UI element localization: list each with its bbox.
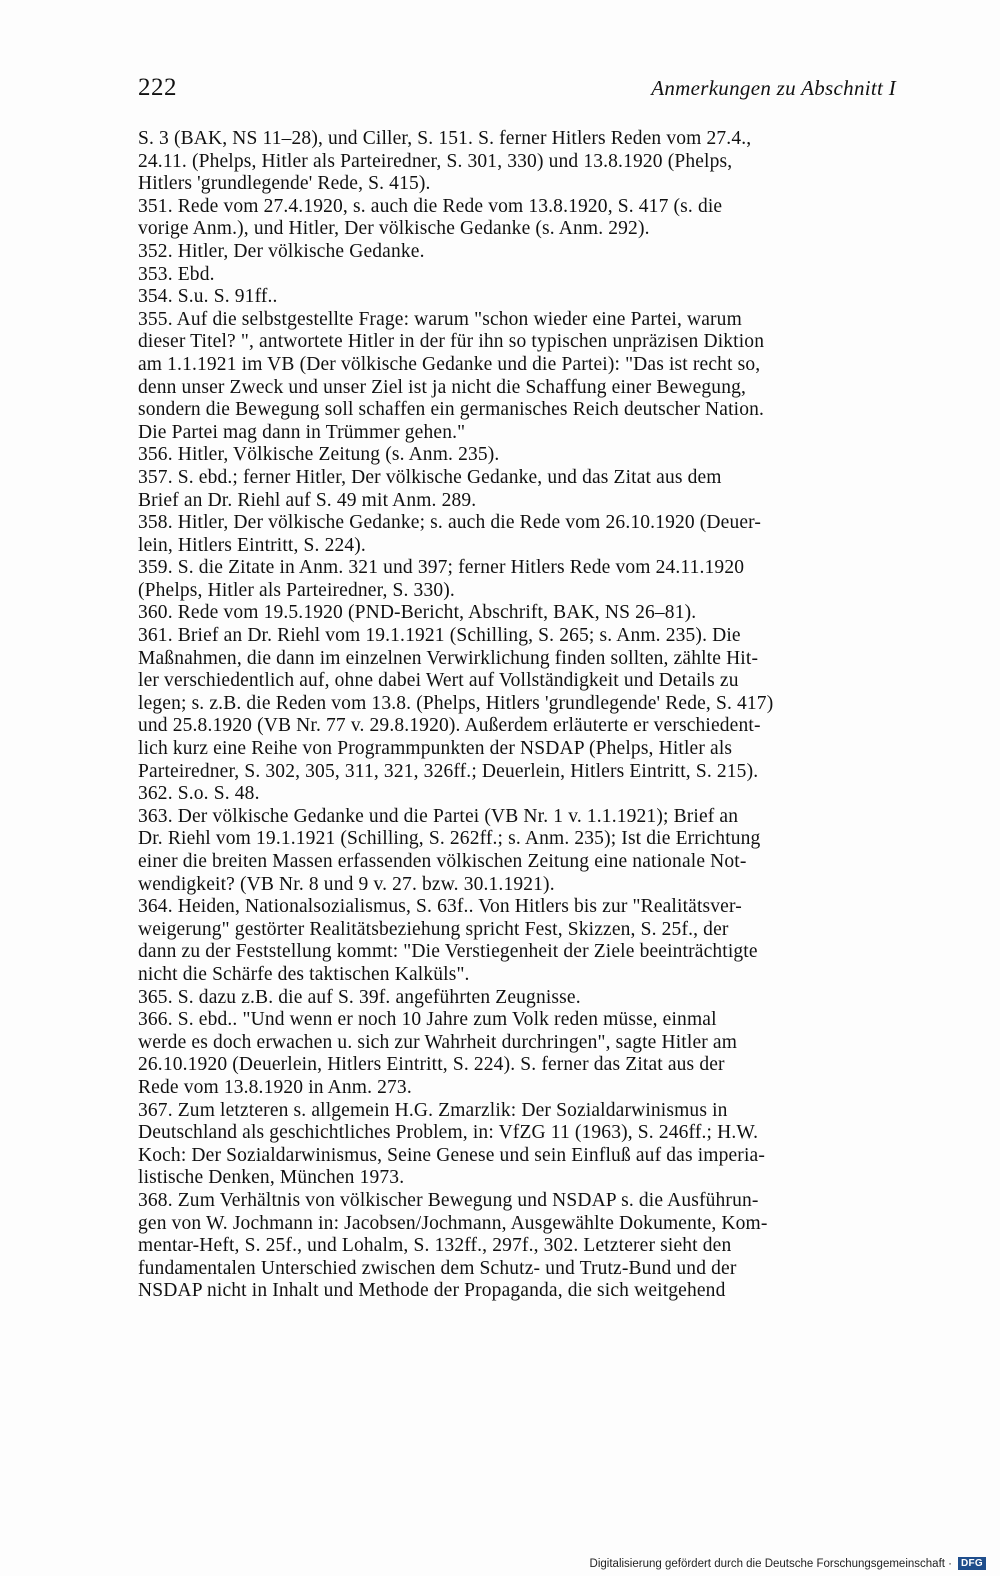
text-line: weigerung" gestörter Realitätsbeziehung spricht Fest, Skizzen, S. 25f., der	[138, 918, 729, 940]
text-line: 357. S. ebd.; ferner Hitler, Der völkische Gedanke, und das Zitat aus dem	[138, 466, 722, 488]
text-line: werde es doch erwachen u. sich zur Wahrheit durchringen", sagte Hitler am	[138, 1031, 738, 1053]
text-line: 359. S. die Zitate in Anm. 321 und 397; ferner Hitlers Rede vom 24.11.1920	[138, 557, 745, 579]
text-line: 366. S. ebd.. "Und wenn er noch 10 Jahre zum Volk reden müsse, einmal	[138, 1009, 717, 1031]
text-line: Dr. Riehl vom 19.1.1921 (Schilling, S. 262ff.; s. Anm. 235); Ist die Errichtung	[138, 828, 761, 850]
text-line: dann zu der Feststellung kommt: "Die Verstiegenheit der Ziele beeinträchtigte	[138, 941, 758, 963]
text-line: 358. Hitler, Der völkische Gedanke; s. auch die Rede vom 26.10.1920 (Deuer-	[138, 512, 762, 534]
text-line: nicht die Schärfe des taktischen Kalküls".	[138, 963, 470, 985]
text-line: lich kurz eine Reihe von Programmpunkten der NSDAP (Phelps, Hitler als	[138, 738, 733, 760]
text-line: Brief an Dr. Riehl auf S. 49 mit Anm. 289.	[138, 489, 477, 511]
text-line: Koch: Der Sozialdarwinismus, Seine Genese und sein Einfluß auf das imperia-	[138, 1144, 765, 1166]
text-line: 352. Hitler, Der völkische Gedanke.	[138, 240, 425, 262]
text-line: 365. S. dazu z.B. die auf S. 39f. angeführten Zeugnisse.	[138, 986, 581, 1008]
text-line: ler verschiedentlich auf, ohne dabei Wert auf Vollständigkeit und Details zu	[138, 670, 739, 692]
text-line: Parteiredner, S. 302, 305, 311, 321, 326ff.; Deuerlein, Hitlers Eintritt, S. 215).	[138, 760, 759, 782]
text-line: gen von W. Jochmann in: Jacobsen/Jochmann, Ausgewählte Dokumente, Kom-	[138, 1212, 768, 1234]
text-line: fundamentalen Unterschied zwischen dem Schutz- und Trutz-Bund und der	[138, 1257, 737, 1279]
text-line: 353. Ebd.	[138, 263, 215, 285]
text-line: Die Partei mag dann in Trümmer gehen."	[138, 421, 466, 443]
text-line: Deutschland als geschichtliches Problem, in: VfZG 11 (1963), S. 246ff.; H.W.	[138, 1122, 759, 1144]
dfg-logo: DFG	[958, 1557, 986, 1570]
text-line: vorige Anm.), und Hitler, Der völkische Gedanke (s. Anm. 292).	[138, 218, 650, 240]
funding-credit: Digitalisierung gefördert durch die Deutsche Forschungsgemeinschaft ·	[589, 1557, 952, 1570]
text-line: 351. Rede vom 27.4.1920, s. auch die Rede vom 13.8.1920, S. 417 (s. die	[138, 195, 723, 217]
text-line: mentar-Heft, S. 25f., und Lohalm, S. 132ff., 297f., 302. Letzterer sieht den	[138, 1235, 732, 1257]
text-line: S. 3 (BAK, NS 11–28), und Ciller, S. 151. S. ferner Hitlers Reden vom 27.4.,	[138, 128, 752, 149]
text-line: 363. Der völkische Gedanke und die Partei (VB Nr. 1 v. 1.1.1921); Brief an	[138, 805, 739, 827]
text-line: 364. Heiden, Nationalsozialismus, S. 63f.. Von Hitlers bis zur "Realitätsver-	[138, 896, 742, 918]
text-line: Maßnahmen, die dann im einzelnen Verwirklichung finden sollten, zählte Hit-	[138, 647, 759, 669]
text-line: und 25.8.1920 (VB Nr. 77 v. 29.8.1920). Außerdem erläuterte er verschiedent-	[138, 715, 761, 737]
text-line: 368. Zum Verhältnis von völkischer Bewegung und NSDAP s. die Ausführun-	[138, 1189, 759, 1211]
text-line: 360. Rede vom 19.5.1920 (PND-Bericht, Abschrift, BAK, NS 26–81).	[138, 602, 697, 624]
text-line: legen; s. z.B. die Reden vom 13.8. (Phelps, Hitlers 'grundlegende' Rede, S. 417)	[138, 692, 774, 714]
text-line: lein, Hitlers Eintritt, S. 224).	[138, 534, 366, 556]
text-line: 361. Brief an Dr. Riehl vom 19.1.1921 (Schilling, S. 265; s. Anm. 235). Die	[138, 625, 741, 647]
text-line: NSDAP nicht in Inhalt und Methode der Propaganda, die sich weitgehend	[138, 1280, 726, 1302]
digitization-footer	[590, 1557, 986, 1570]
text-line: (Phelps, Hitler als Parteiredner, S. 330).	[138, 579, 455, 601]
text-line: 354. S.u. S. 91ff..	[138, 286, 278, 308]
text-line: dieser Titel? ", antwortete Hitler in der für ihn so typischen unpräzisen Diktion	[138, 331, 765, 353]
text-line: Rede vom 13.8.1920 in Anm. 273.	[138, 1076, 412, 1098]
text-line: 367. Zum letzteren s. allgemein H.G. Zmarzlik: Der Sozialdarwinismus in	[138, 1099, 728, 1121]
text-line: einer die breiten Massen erfassenden völkischen Zeitung eine nationale Not-	[138, 851, 747, 872]
page-number: 222	[138, 74, 177, 101]
text-line: Hitlers 'grundlegende' Rede, S. 415).	[138, 173, 431, 195]
running-head: Anmerkungen zu Abschnitt I	[651, 76, 896, 100]
text-line: 356. Hitler, Völkische Zeitung (s. Anm. 235).	[138, 444, 500, 466]
text-line: 355. Auf die selbstgestellte Frage: warum "schon wieder eine Partei, warum	[138, 308, 742, 330]
text-line: 362. S.o. S. 48.	[138, 783, 260, 805]
text-line: 26.10.1920 (Deuerlein, Hitlers Eintritt, S. 224). S. ferner das Zitat aus der	[138, 1054, 725, 1076]
endnotes-body	[138, 128, 900, 1303]
text-line: 24.11. (Phelps, Hitler als Parteiredner, S. 301, 330) und 13.8.1920 (Phelps,	[138, 150, 733, 172]
text-line: wendigkeit? (VB Nr. 8 und 9 v. 27. bzw. 30.1.1921).	[138, 873, 555, 895]
text-line: sondern die Bewegung soll schaffen ein germanisches Reich deutscher Nation.	[138, 399, 765, 421]
text-line: am 1.1.1921 im VB (Der völkische Gedanke und die Partei): "Das ist recht so,	[138, 353, 761, 375]
page-header	[138, 74, 896, 110]
text-line: denn unser Zweck und unser Ziel ist ja nicht die Schaffung einer Bewegung,	[138, 376, 747, 398]
text-line: listische Denken, München 1973.	[138, 1167, 405, 1189]
